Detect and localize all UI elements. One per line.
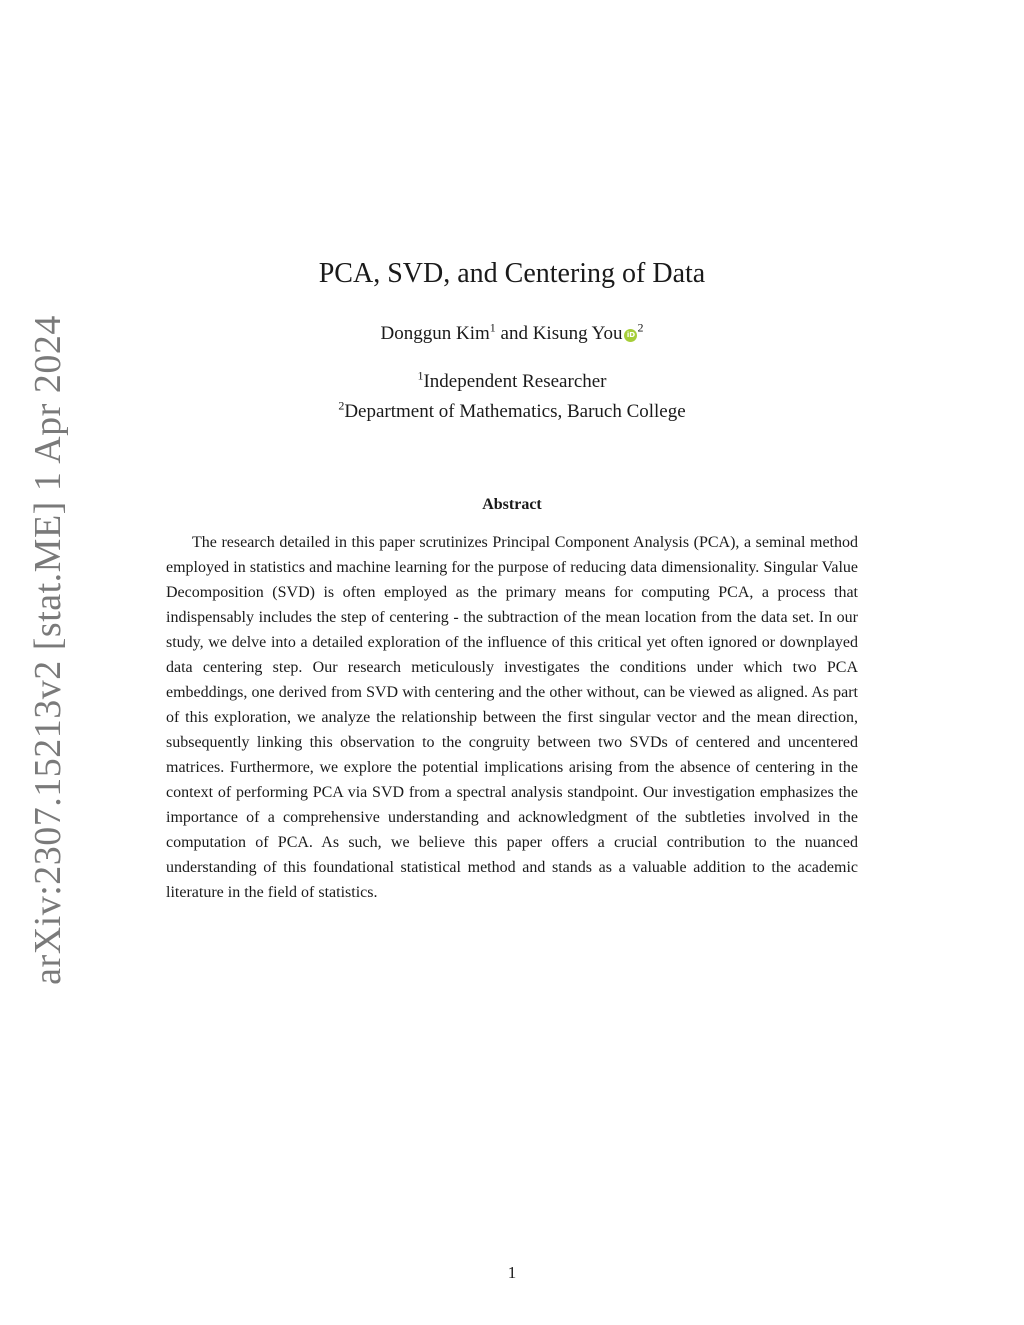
author-name: Kisung You	[532, 323, 623, 344]
affiliation-text: Department of Mathematics, Baruch College	[344, 401, 686, 422]
paper-title: PCA, SVD, and Centering of Data	[318, 258, 706, 289]
affiliation-1	[0, 368, 1024, 393]
orcid-icon[interactable]: iD	[624, 329, 637, 342]
affiliation-text: Independent Researcher	[423, 371, 607, 392]
affiliation-mark: 1	[417, 368, 424, 383]
author-list	[0, 320, 1024, 345]
affiliation-mark: 2	[338, 398, 345, 413]
page-number: 1	[507, 1263, 517, 1282]
affiliation-mark: 1	[489, 320, 496, 335]
abstract-heading: Abstract	[482, 496, 542, 513]
arxiv-identifier: arXiv:2307.15213v2 [stat.ME] 1 Apr 2024	[27, 315, 69, 985]
abstract-text: The research detailed in this paper scrutinizes Principal Component Analysis (PCA), a seminal method employed in statistics and machine learning for the purpose of reducing data dimensionality. Singular Value Decomposition (SVD) is often employed as the primary means for computing PCA, a process that indispensably includes the step of centering - the subtraction of the mean location from the data set. In our study, we delve into a detailed exploration of the influence of this critical yet often ignored or downplayed data centering step. Our research meticulously investigates the conditions under which two PCA embeddings, one derived from SVD with centering and the other without, can be viewed as aligned. As part of this exploration, we analyze the relationship between the first singular vector and the mean direction, subsequently linking this observation to the congruity between two SVDs of centered and uncentered matrices. Furthermore, we explore the potential implications arising from the absence of centering in the context of performing PCA via SVD from a spectral analysis standpoint. Our investigation emphasizes the importance of a comprehensive understanding and acknowledgment of the subtleties involved in the computation of PCA. As such, we believe this paper offers a crucial contribution to the nuanced understanding of this foundational statistical method and stands as a valuable addition to the academic literature in the field of statistics.	[166, 534, 858, 901]
affiliation-mark: 2	[637, 320, 644, 335]
author-connector: and	[495, 323, 533, 344]
author-name: Donggun Kim	[380, 323, 490, 344]
affiliation-2	[0, 398, 1024, 423]
